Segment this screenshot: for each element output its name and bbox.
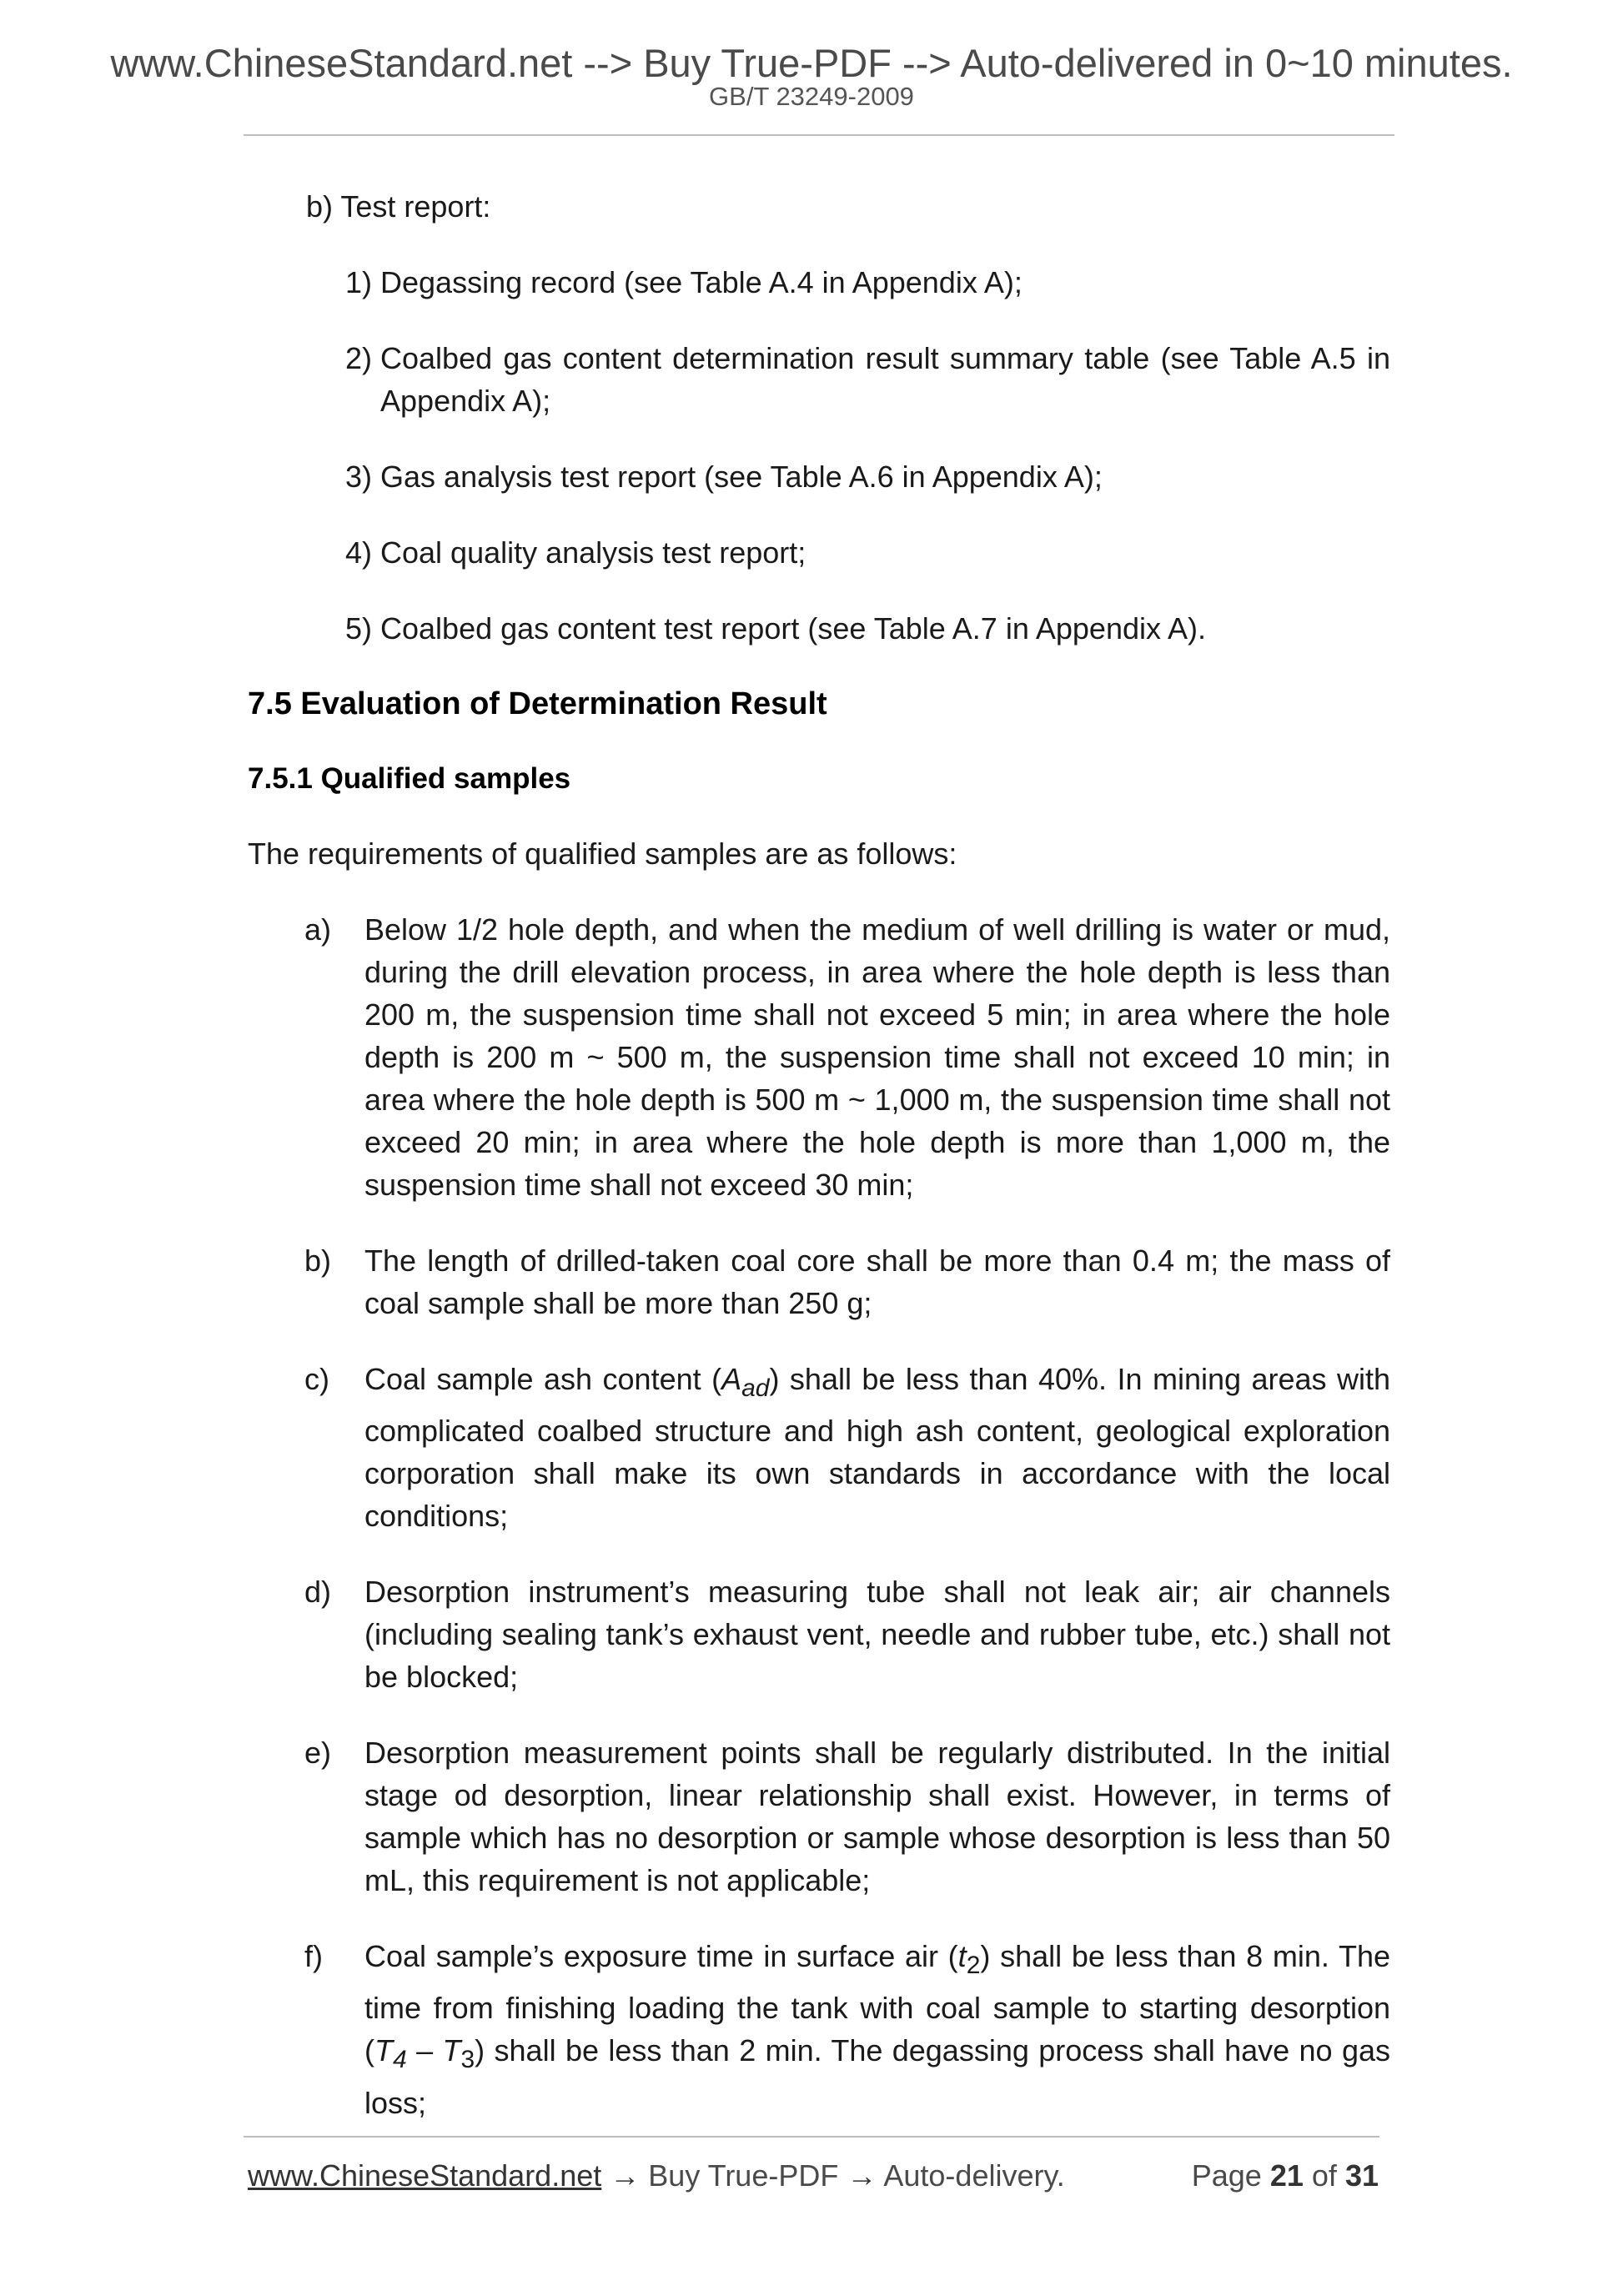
requirement-label: f) xyxy=(304,1939,323,1974)
report-item-number: 4) xyxy=(345,535,373,570)
footer-left xyxy=(248,2158,1065,2193)
requirement-text: Desorption measurement points shall be regularly distributed. In the initial stage od desorption, linear relationship shall exist. However, in terms of sample which has no desorption or sample whose desorption is less than 50 mL, this requirement is not applicable; xyxy=(364,1736,1390,1898)
report-item-text: Coalbed gas content test report (see Table A.7 in Appendix A). xyxy=(380,611,1206,646)
requirement-text-part: – xyxy=(406,2033,443,2068)
requirement-text: The length of drilled-taken coal core shall be more than 0.4 m; the mass of coal sample shall be more than 250 g; xyxy=(364,1243,1390,1320)
requirement-text-part: ) shall be less than 2 min. The degassing process shall have no gas loss; xyxy=(364,2033,1390,2120)
requirement-item-b xyxy=(248,1239,1390,1324)
footer-delivery-text: Auto-delivery. xyxy=(883,2158,1065,2193)
requirement-text-part: Coal sample’s exposure time in surface air ( xyxy=(364,1939,958,1974)
page-footer xyxy=(248,2158,1379,2193)
requirement-text-part: ) shall be less than 8 min. The time from finishing loading the tank with coal sample to starting desorption ( xyxy=(364,1939,1390,2068)
page-number: 21 xyxy=(1269,2158,1304,2193)
of-label: of xyxy=(1311,2158,1337,2193)
report-item-text: Coalbed gas content determination result summary table (see Table A.5 in Appendix A); xyxy=(380,341,1390,418)
variable-T3-subscript: 3 xyxy=(460,2046,475,2074)
intro-paragraph: The requirements of qualified samples are as follows: xyxy=(248,837,957,871)
header-divider xyxy=(244,134,1394,136)
report-item-text: Degassing record (see Table A.4 in Appendix A); xyxy=(380,265,1023,299)
requirement-label: c) xyxy=(304,1362,329,1396)
report-item xyxy=(248,261,1390,304)
arrow-right-icon: → xyxy=(610,2158,641,2193)
total-pages: 31 xyxy=(1344,2158,1379,2193)
subsection-title: 7.5.1 Qualified samples xyxy=(248,762,571,795)
requirement-item-e xyxy=(248,1731,1390,1902)
requirement-label: e) xyxy=(304,1736,332,1771)
report-item xyxy=(248,531,1390,574)
header-banner: www.ChineseStandard.net --> Buy True-PDF --> Auto-delivered in 0~10 minutes. xyxy=(110,41,1513,85)
requirement-text xyxy=(364,1358,1390,1537)
requirement-item-d xyxy=(248,1570,1390,1698)
report-item xyxy=(248,607,1390,650)
page-indicator xyxy=(1192,2158,1379,2193)
variable-t2: t xyxy=(957,1939,967,1974)
report-item xyxy=(248,337,1390,422)
requirement-label: b) xyxy=(304,1243,332,1278)
variable-T4-subscript: 4 xyxy=(393,2046,407,2074)
variable-ash: A xyxy=(721,1362,742,1396)
requirement-label: a) xyxy=(304,912,332,947)
report-item-text: Gas analysis test report (see Table A.6 in Appendix A); xyxy=(380,460,1103,494)
requirement-label: d) xyxy=(304,1575,332,1610)
variable-ash-subscript: ad xyxy=(741,1374,770,1403)
report-item-number: 1) xyxy=(345,265,373,299)
report-item xyxy=(248,455,1390,498)
requirement-text: Below 1/2 hole depth, and when the medium of well drilling is water or mud, during the drill elevation process, in area where the hole depth is less than 200 m, the suspension time shall not exceed 5 min; in area where the hole depth is 200 m ~ 500 m, the suspension time shall not exceed 10 min; in area where the hole depth is 500 m ~ 1,000 m, the suspension time shall not exceed 20 min; in area where the hole depth is more than 1,000 m, the suspension time shall not exceed 30 min; xyxy=(364,912,1390,1202)
requirement-text: Desorption instrument’s measuring tube shall not leak air; air channels (including sealing tank’s exhaust vent, needle and rubber tube, etc.) shall not be blocked; xyxy=(364,1575,1390,1695)
requirement-item-c xyxy=(248,1358,1390,1537)
arrow-right-icon: → xyxy=(847,2158,877,2193)
footer-divider xyxy=(244,2136,1379,2138)
report-item-text: Coal quality analysis test report; xyxy=(380,535,806,570)
footer-site-link[interactable]: www.ChineseStandard.net xyxy=(248,2158,602,2193)
page-label: Page xyxy=(1191,2158,1262,2193)
test-report-label: b) Test report: xyxy=(306,189,491,224)
requirement-item-a xyxy=(248,908,1390,1206)
standard-code: GB/T 23249-2009 xyxy=(709,82,914,111)
requirement-text xyxy=(364,1935,1390,2123)
variable-t2-subscript: 2 xyxy=(966,1952,981,1980)
variable-T3: T xyxy=(442,2033,461,2068)
requirement-text-part: Coal sample ash content ( xyxy=(364,1362,722,1396)
page-content xyxy=(248,185,1390,2158)
report-item-number: 2) xyxy=(345,341,373,375)
footer-buy-text: Buy True-PDF xyxy=(648,2158,839,2193)
section-title: 7.5 Evaluation of Determination Result xyxy=(248,686,827,721)
report-item-number: 3) xyxy=(345,460,373,494)
variable-T4: T xyxy=(374,2033,393,2068)
report-item-number: 5) xyxy=(345,611,373,646)
requirement-text-part: ) shall be less than 40%. In mining areas with complicated coalbed structure and high ash content, geological exploration corporation shall make its own standards in accordance with the local conditions; xyxy=(364,1362,1391,1534)
requirement-item-f xyxy=(248,1935,1390,2123)
